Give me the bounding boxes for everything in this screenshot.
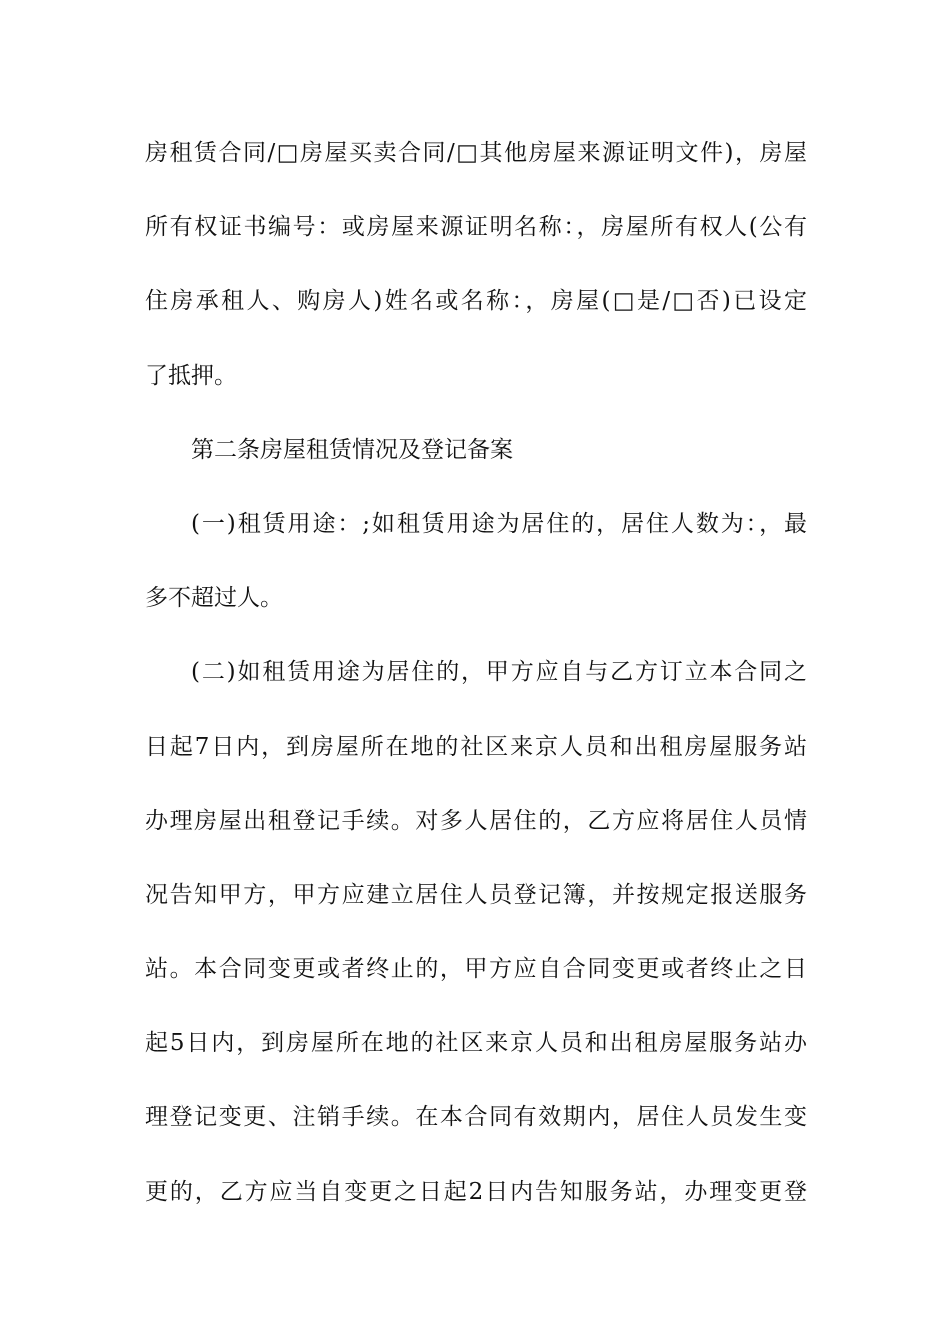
paragraph-lease-purpose: [145, 501, 807, 649]
text-line: (一)租赁用途：;如租赁用途为居住的，居住人数为：，最: [191, 510, 807, 537]
document-body: [145, 130, 807, 1243]
text-line: (二)如租赁用途为居住的，甲方应自与乙方订立本合同之: [191, 659, 807, 686]
article-heading: [145, 427, 807, 501]
article-title: 第二条房屋租赁情况及登记备案: [191, 436, 513, 463]
text-line: 起5日内，到房屋所在地的社区来京人员和出租房屋服务站办: [145, 1030, 807, 1057]
text-line: 况告知甲方，甲方应建立居住人员登记簿，并按规定报送服务: [145, 881, 807, 908]
text-line: 了抵押。: [145, 362, 237, 389]
text-line: 多不超过人。: [145, 585, 283, 612]
paragraph-property-source: [145, 130, 807, 427]
text-line: 更的，乙方应当自变更之日起2日内告知服务站，办理变更登: [145, 1178, 807, 1205]
text-line: 所有权证书编号：或房屋来源证明名称：，房屋所有权人(公有: [145, 214, 807, 241]
text-line: 住房承租人、购房人)姓名或名称：，房屋(□是/□否)已设定: [145, 288, 807, 315]
paragraph-registration: [145, 649, 807, 1243]
text-line: 房租赁合同/□房屋买卖合同/□其他房屋来源证明文件)，房屋: [145, 140, 807, 166]
text-line: 日起7日内，到房屋所在地的社区来京人员和出租房屋服务站: [145, 733, 807, 760]
text-line: 理登记变更、注销手续。在本合同有效期内，居住人员发生变: [145, 1104, 807, 1131]
text-line: 办理房屋出租登记手续。对多人居住的，乙方应将居住人员情: [145, 807, 807, 834]
text-line: 站。本合同变更或者终止的，甲方应自合同变更或者终止之日: [145, 956, 807, 983]
